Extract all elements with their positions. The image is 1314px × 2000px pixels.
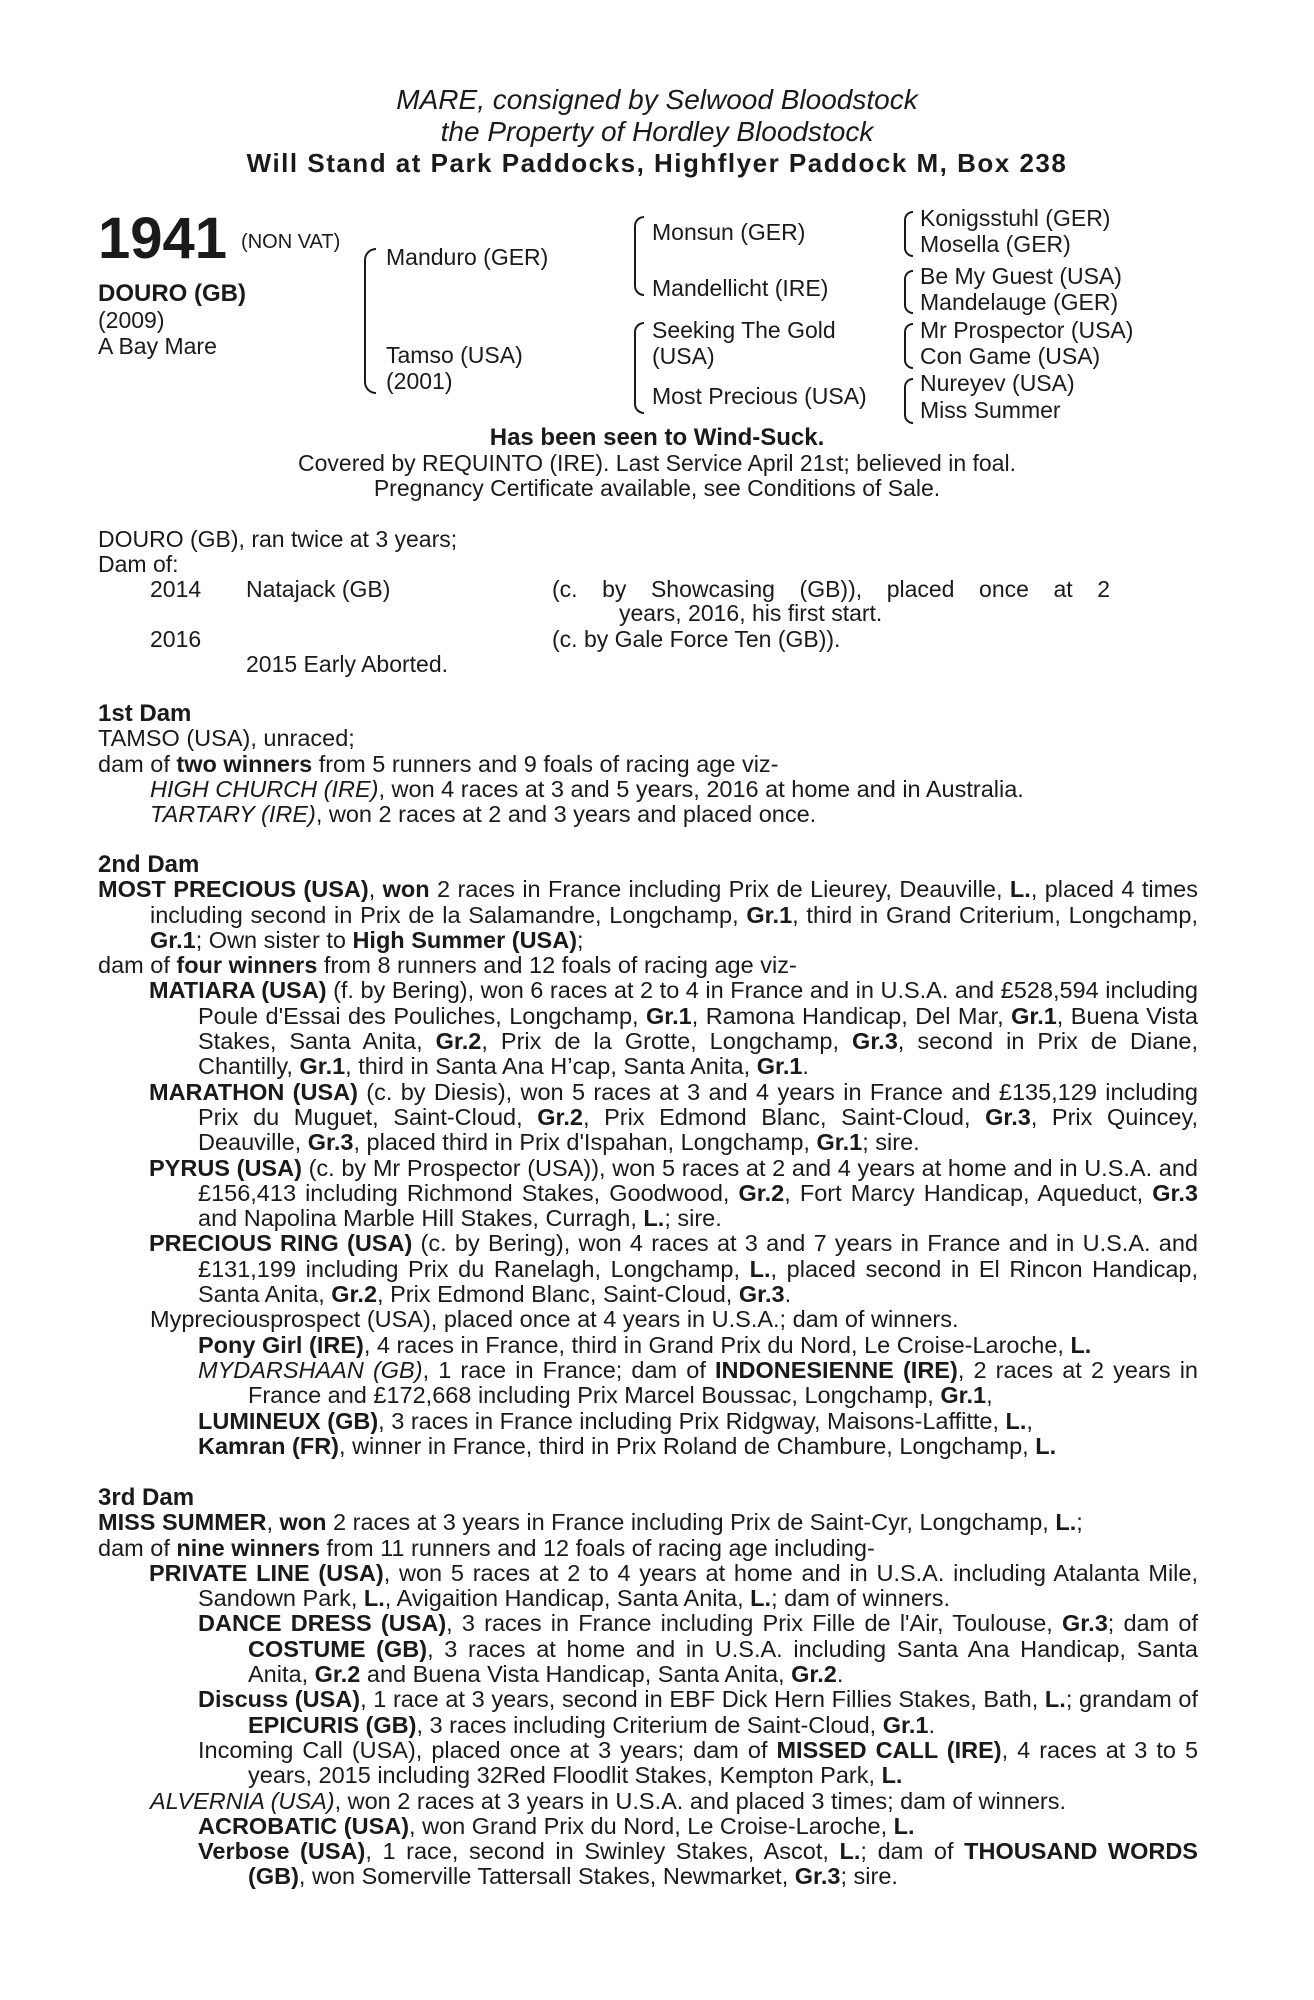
text-run: 2 races at 3 years in France including Prix de Saint-Cyr, Longchamp, — [326, 1509, 1056, 1536]
text-run: and Napolina Marble Hill Stakes, Curragh, — [198, 1205, 644, 1232]
produce-detail: (c. by Showcasing (GB)), placed once at 2 — [552, 576, 1110, 602]
text-run: , 1 race in France; dam of — [422, 1356, 715, 1383]
text-run: dam of — [98, 1534, 177, 1561]
bold-text: L. — [1009, 876, 1031, 903]
aborted-note: 2015 Early Aborted. — [246, 651, 449, 677]
text-run: , Fort Marcy Handicap, Aqueduct, — [784, 1179, 1153, 1206]
second-dam-heading: 2nd Dam — [98, 851, 200, 878]
text-run: from 11 runners and 12 foals of racing age including- — [320, 1534, 875, 1561]
text-run: ; grandam of — [1065, 1686, 1198, 1713]
text-run: , won Somerville Tattersall Stakes, Newmarket, — [298, 1863, 795, 1890]
third-dam-granddaughter — [98, 1738, 1198, 1789]
bold-text: L. — [839, 1838, 861, 1865]
text-run: ; sire. — [664, 1205, 722, 1232]
second-dam-foal — [98, 978, 1198, 1079]
text-run: , winner in France, third in Prix Roland de Chambure, Longchamp, — [339, 1432, 1036, 1459]
first-dam-heading: 1st Dam — [98, 700, 192, 727]
bold-text: Pony Girl (IRE) — [198, 1331, 364, 1358]
third-dam-foal — [98, 1789, 1198, 1814]
bold-text: L. — [1055, 1509, 1077, 1536]
pedigree-brace-dam — [634, 322, 644, 414]
bold-text: L. — [749, 1255, 771, 1282]
bold-text: Gr.1 — [150, 926, 196, 953]
text-run: , placed second in El Rincon Handicap, Santa Anita, — [198, 1255, 1199, 1308]
pedigree-brace-main — [364, 248, 376, 394]
granddaughter-record — [98, 1358, 1198, 1409]
great-grandfoal-record — [98, 1434, 1198, 1459]
pedigree-brace-ds — [904, 323, 913, 369]
text-run: , 3 races in France including Prix Ridgway, Maisons-Laffitte, — [378, 1407, 1006, 1434]
text-run: (c. by Mr Prospector (USA)), won 5 races at 2 and 4 years at home and in U.S.A. and £156,413 including Richmond Stakes, Goodwood, — [198, 1154, 1198, 1206]
text-run: , won 2 races at 3 years in U.S.A. and placed 3 times; dam of winners. — [334, 1787, 1067, 1814]
bold-text: Gr.2 — [738, 1179, 785, 1206]
first-dam-produce-summary: dam of two winners from 5 runners and 9 foals of racing age viz- — [98, 750, 779, 777]
second-dam-section — [98, 852, 1198, 1459]
text-run: . — [928, 1711, 935, 1738]
bold-text: MOST PRECIOUS (USA) — [98, 876, 369, 903]
bold-text: Gr.3 — [738, 1281, 785, 1308]
second-dam-produce-summary — [98, 953, 1198, 978]
great-grandfoal-record — [98, 1409, 1198, 1434]
produce-detail: (c. by Gale Force Ten (GB)). — [552, 626, 841, 652]
bold-text: Gr.1 — [746, 901, 793, 928]
text-run: , — [266, 1509, 280, 1536]
second-dam-foal — [98, 1156, 1198, 1232]
text-run: , 3 races in France including Prix Fille de l'Air, Toulouse, — [446, 1610, 1063, 1637]
second-dam-foal — [98, 1080, 1198, 1156]
bold-text: LUMINEUX (GB) — [198, 1407, 379, 1434]
wind-suck-note: Has been seen to Wind-Suck. — [489, 424, 825, 451]
third-dam-produce-summary — [98, 1536, 1198, 1561]
horse-description: A Bay Mare — [98, 333, 217, 359]
bold-text: nine winners — [176, 1534, 321, 1561]
bold-text: Gr.3 — [852, 1028, 898, 1055]
text-run: . — [802, 1053, 809, 1080]
text-run: , won Grand Prix du Nord, Le Croise-Laroche, — [409, 1812, 894, 1839]
bold-text: INDONESIENNE (IRE) — [714, 1356, 958, 1383]
text-run: and Buena Vista Handicap, Santa Anita, — [360, 1661, 792, 1688]
bold-text: L. — [881, 1762, 903, 1789]
bold-text: Gr.3 — [1152, 1179, 1198, 1206]
text-run: ; sire. — [862, 1129, 920, 1156]
bold-text: PRIVATE LINE (USA) — [149, 1559, 384, 1586]
pedigree-brace-sd — [904, 270, 913, 314]
bold-text: Gr.1 — [299, 1053, 346, 1080]
bold-text: Gr.1 — [816, 1129, 863, 1156]
text-run: Mypreciousprospect (USA), placed once at 4 years in U.S.A.; dam of winners. — [150, 1306, 959, 1333]
bold-text: Verbose (USA) — [198, 1838, 366, 1865]
text-run: , 4 races in France, third in Grand Prix du Nord, Le Croise-Laroche, — [363, 1331, 1071, 1358]
bold-text: MISSED CALL (IRE) — [776, 1736, 1002, 1763]
produce-name: Natajack (GB) — [246, 576, 391, 602]
text-run: (c. by Diesis), won 5 races at 3 and 4 years in France and £135,129 including Prix du Muguet, Saint-Cloud, — [198, 1078, 1198, 1130]
produce-year: 2016 — [150, 626, 202, 652]
bold-text: Gr.1 — [645, 1002, 692, 1029]
text-run: . — [784, 1281, 792, 1308]
bold-text: L. — [643, 1205, 665, 1232]
first-dam-section — [98, 701, 1198, 827]
bold-text: DANCE DRESS (USA) — [198, 1610, 447, 1637]
foaling-year: (2009) — [98, 307, 165, 333]
bold-text: four winners — [176, 952, 318, 979]
text-run: , 4 races at 3 to 5 years, 2015 including 32Red Floodlit Stakes, Kempton Park, — [248, 1736, 1199, 1789]
text-run: , Prix de la Grotte, Longchamp, — [481, 1028, 853, 1055]
bold-text: PYRUS (USA) — [149, 1154, 302, 1181]
bold-text: won — [382, 876, 430, 903]
bold-text: Gr.2 — [331, 1281, 378, 1308]
bold-text: Gr.2 — [435, 1028, 482, 1055]
text-run: , 2 races at 2 years in France and £172,668 including Prix Marcel Boussac, Longchamp, — [248, 1356, 1198, 1409]
pedigree-brace-ss — [904, 211, 913, 257]
pedigree-dd-sire: Nureyev (USA) — [920, 370, 1075, 396]
bold-text: Kamran (FR) — [198, 1432, 340, 1459]
bold-text: Gr.1 — [940, 1382, 987, 1409]
text-run: , Ramona Handicap, Del Mar, — [691, 1002, 1012, 1029]
text-run: , 3 races at home and in U.S.A. including Santa Ana Handicap, Santa Anita, — [248, 1635, 1199, 1688]
pedigree-dam-sire: Seeking The Gold — [652, 317, 836, 343]
pedigree-dd-dam: Miss Summer — [920, 397, 1061, 423]
bold-text: COSTUME (GB) — [248, 1635, 428, 1662]
text-run: , won 5 races at 2 to 4 years at home and in U.S.A. including Atalanta Mile, Sandown Park, — [198, 1559, 1198, 1612]
bold-text: L. — [893, 1812, 915, 1839]
dam-of-label: Dam of: — [98, 551, 179, 577]
lot-number-value: 1941 — [98, 206, 228, 271]
property-line: the Property of Hordley Bloodstock — [440, 116, 874, 147]
bold-text: Gr.3 — [794, 1863, 841, 1890]
bold-text: Gr.3 — [307, 1129, 354, 1156]
bold-text: THOUSAND WORDS (GB) — [248, 1838, 1198, 1890]
text-run: , third in Santa Ana H’cap, Santa Anita, — [345, 1053, 757, 1080]
bold-text: Gr.1 — [756, 1053, 803, 1080]
bold-text: L. — [1044, 1686, 1066, 1713]
third-dam-heading: 3rd Dam — [98, 1484, 195, 1511]
text-run: , Avigaition Handicap, Santa Anita, — [384, 1585, 751, 1612]
bold-text: won — [279, 1509, 327, 1536]
bold-text: L. — [363, 1585, 385, 1612]
text-run: , third in Grand Criterium, Longchamp, — [792, 901, 1198, 928]
consignor-line: MARE, consigned by Selwood Bloodstock — [396, 84, 918, 115]
bold-text: Gr.1 — [1011, 1002, 1057, 1029]
bold-text: L. — [750, 1585, 772, 1612]
pedigree-brace-sire — [634, 216, 644, 296]
bold-text: L. — [1070, 1331, 1092, 1358]
pedigree-dam-dam: Most Precious (USA) — [652, 383, 867, 409]
text-run: ; sire. — [840, 1863, 898, 1890]
bold-text: EPICURIS (GB) — [248, 1711, 417, 1738]
pedigree-sire-dam: Mandellicht (IRE) — [652, 275, 829, 301]
vat-status: (NON VAT) — [241, 231, 341, 254]
bold-text: Gr.3 — [1062, 1610, 1108, 1637]
first-dam-intro: TAMSO (USA), unraced; — [98, 725, 355, 752]
produce-year: 2014 — [150, 576, 202, 602]
granddaughter-record — [98, 1333, 1198, 1358]
pedigree-dam-year: (2001) — [386, 368, 453, 394]
text-run: , Prix Quincey, Deauville, — [198, 1103, 1198, 1156]
text-run: , 3 races including Criterium de Saint-Cloud, — [416, 1711, 883, 1738]
bold-text: Gr.2 — [314, 1661, 361, 1688]
third-dam-granddaughter — [98, 1839, 1198, 1890]
bold-text: Gr.3 — [985, 1103, 1031, 1130]
third-dam-foal — [98, 1561, 1198, 1612]
pedigree-sire: Manduro (GER) — [386, 244, 549, 270]
text-run: Incoming Call (USA), placed once at 3 years; dam of — [198, 1736, 777, 1763]
bold-text: MISS SUMMER — [98, 1509, 267, 1536]
text-run: , 1 race, second in Swinley Stakes, Ascot, — [365, 1838, 840, 1865]
bold-text: Gr.1 — [882, 1711, 929, 1738]
text-run: ; — [577, 926, 584, 953]
text-run: (c. by Bering), won 4 races at 3 and 7 years in France and in U.S.A. and £131,199 including Prix du Ranelagh, Longchamp, — [198, 1230, 1198, 1282]
pedigree-sd-sire: Be My Guest (USA) — [920, 263, 1122, 289]
pedigree-ds-dam: Con Game (USA) — [920, 343, 1101, 369]
text-run: dam of — [98, 952, 177, 979]
text-run: from 8 runners and 12 foals of racing age viz- — [317, 952, 797, 979]
text-run: ; dam of — [860, 1838, 965, 1865]
text-run: ; dam of — [1107, 1610, 1198, 1637]
third-dam-record — [98, 1510, 1198, 1535]
pedigree-ss-dam: Mosella (GER) — [920, 231, 1071, 257]
pedigree-brace-dd — [904, 378, 913, 424]
text-run: 2 races in France including Prix de Lieurey, Deauville, — [429, 876, 1010, 903]
text-run: , Prix Edmond Blanc, Saint-Cloud, — [582, 1103, 986, 1130]
text-run: (f. by Bering), won 6 races at 2 to 4 in France and in U.S.A. and £528,594 including Poule d'Essai des Pouliches, Longchamp, — [198, 977, 1198, 1029]
pedigree-dam-sire-country: (USA) — [652, 343, 715, 369]
text-run: . — [836, 1661, 844, 1688]
second-dam-record — [98, 877, 1198, 953]
race-record: DOURO (GB), ran twice at 3 years; — [98, 526, 458, 552]
pedigree-sire-sire: Monsun (GER) — [652, 219, 806, 245]
bold-text: PRECIOUS RING (USA) — [149, 1230, 413, 1257]
second-dam-foal — [98, 1307, 1198, 1332]
bold-text: L. — [1035, 1432, 1057, 1459]
text-run: , 1 race at 3 years, second in EBF Dick Hern Fillies Stakes, Bath, — [360, 1686, 1045, 1713]
pedigree-ss-sire: Konigsstuhl (GER) — [920, 205, 1111, 231]
text-run: ; — [1076, 1509, 1083, 1536]
third-dam-granddaughter — [98, 1814, 1198, 1839]
bold-text: MARATHON (USA) — [149, 1078, 358, 1105]
bold-text: Gr.2 — [537, 1103, 583, 1130]
pedigree-dam: Tamso (USA) — [386, 342, 523, 368]
pedigree-sd-dam: Mandelauge (GER) — [920, 289, 1119, 315]
text-run: , — [986, 1382, 993, 1409]
horse-name: DOURO (GB) — [98, 280, 246, 307]
text-run: , — [368, 876, 383, 903]
text-run: , Prix Edmond Blanc, Saint-Cloud, — [377, 1281, 739, 1308]
lot-number — [98, 205, 340, 272]
first-dam-foal: TARTARY (IRE), won 2 races at 2 and 3 years and placed once. — [150, 801, 817, 828]
third-dam-granddaughter — [98, 1687, 1198, 1738]
bold-text: Discuss (USA) — [198, 1686, 361, 1713]
bold-text: High Summer (USA) — [352, 926, 578, 953]
italic-text: MYDARSHAAN (GB) — [198, 1356, 423, 1383]
text-run: , second in Prix de Diane, Chantilly, — [198, 1028, 1198, 1080]
text-run: , — [1026, 1407, 1033, 1434]
text-run: , placed third in Prix d'Ispahan, Longchamp, — [353, 1129, 817, 1156]
text-run: , Buena Vista Stakes, Santa Anita, — [198, 1002, 1198, 1055]
text-run: ; Own sister to — [195, 926, 353, 953]
bold-text: MATIARA (USA) — [149, 977, 327, 1004]
second-dam-foal — [98, 1231, 1198, 1307]
bold-text: Gr.2 — [791, 1661, 837, 1688]
first-dam-foal: HIGH CHURCH (IRE), won 4 races at 3 and 5 years, 2016 at home and in Australia. — [150, 775, 1024, 802]
text-run: , placed 4 times including second in Prix de la Salamandre, Longchamp, — [150, 876, 1198, 928]
bold-text: L. — [1005, 1407, 1027, 1434]
pedigree-ds-sire: Mr Prospector (USA) — [920, 317, 1134, 343]
third-dam-section — [98, 1485, 1198, 1890]
italic-text: ALVERNIA (USA) — [150, 1787, 335, 1814]
stable-location-line: Will Stand at Park Paddocks, Highflyer Paddock M, Box 238 — [246, 148, 1068, 178]
third-dam-granddaughter — [98, 1611, 1198, 1687]
bold-text: ACROBATIC (USA) — [198, 1812, 410, 1839]
text-run: ; dam of winners. — [771, 1585, 950, 1612]
covered-note: Covered by REQUINTO (IRE). Last Service April 21st; believed in foal. — [298, 450, 1016, 476]
produce-detail-cont: years, 2016, his first start. — [619, 600, 883, 626]
pregnancy-note: Pregnancy Certificate available, see Conditions of Sale. — [373, 475, 941, 501]
